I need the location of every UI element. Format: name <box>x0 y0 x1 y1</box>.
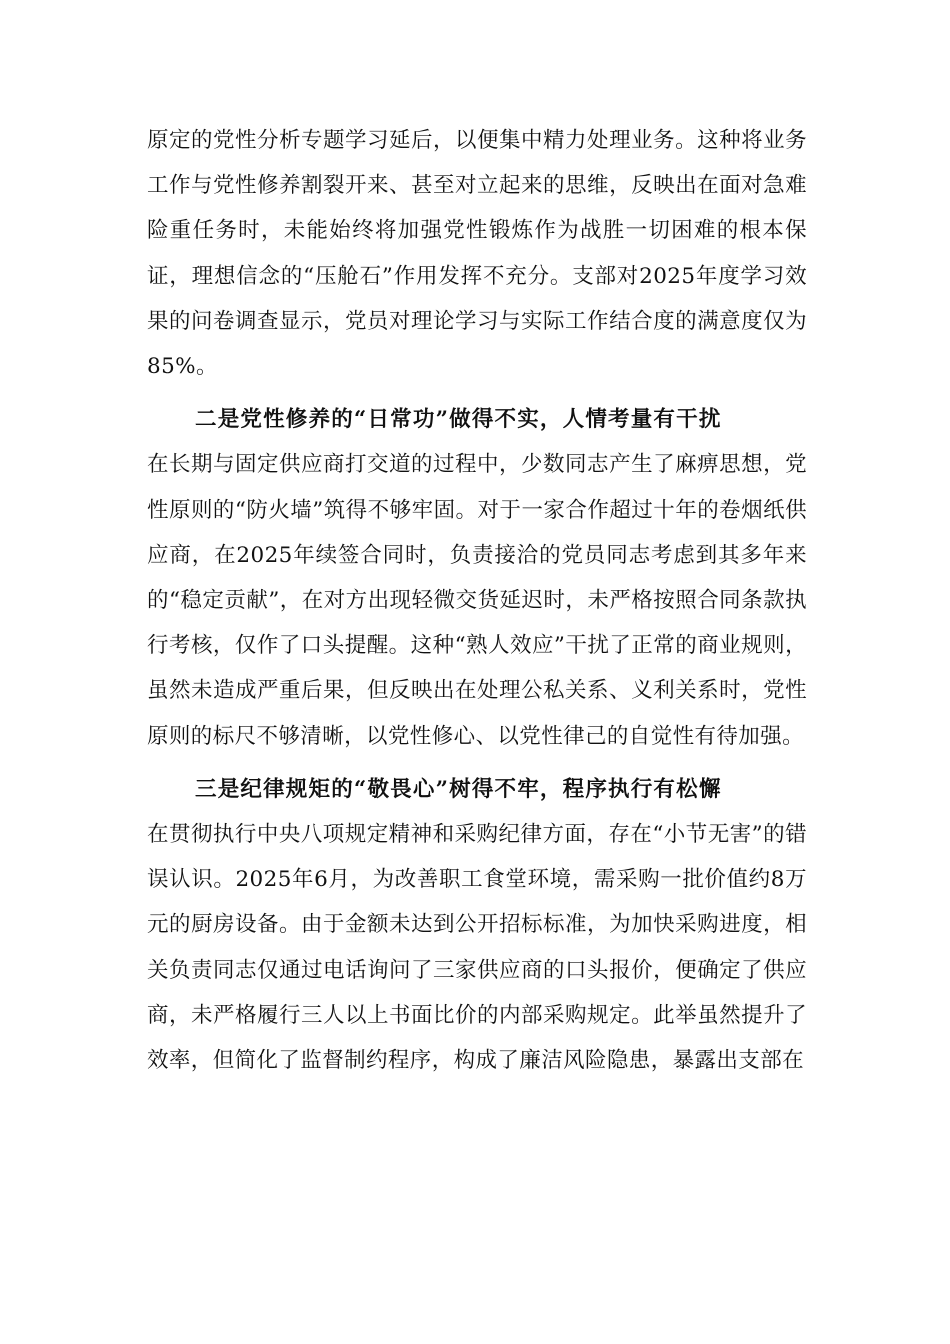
paragraph-1: 原定的党性分析专题学习延后，以便集中精力处理业务。这种将业务工作与党性修养割裂开来、甚至对立起来的思维，反映出在面对急难险重任务时，未能始终将加强党性锻炼作为战胜一切困难的根本保证，理想信念的“压舱石”作用发挥不充分。支部对2025年度学习效果的问卷调查显示，党员对理论学习与实际工作结合度的满意度仅为85%。 <box>147 128 807 380</box>
paragraph-spacer <box>147 759 807 767</box>
section-3-heading: 三是纪律规矩的“敬畏心”树得不牢，程序执行有松懈 <box>195 776 722 802</box>
section-2-heading: 二是党性修养的“日常功”做得不实，人情考量有干扰 <box>195 407 722 433</box>
section-2-body: 在长期与固定供应商打交道的过程中，少数同志产生了麻痹思想，党性原则的“防火墙”筑得不够牢固。对于一家合作超过十年的卷烟纸供应商，在2025年续签合同时，负责接洽的党员同志考虑到其多年来的“稳定贡献”，在对方出现轻微交货延迟时，未严格按照合同条款执行考核，仅作了口头提醒。这种“熟人效应”干扰了正常的商业规则，虽然未造成严重后果，但反映出在处理公私关系、义利关系时，党性原则的标尺不够清晰，以党性修心、以党性律己的自觉性有待加强。 <box>147 452 807 749</box>
section-3-body: 在贯彻执行中央八项规定精神和采购纪律方面，存在“小节无害”的错误认识。2025年6月，为改善职工食堂环境，需采购一批价值约8万元的厨房设备。由于金额未达到公开招标标准，为加快采购进度，相关负责同志仅通过电话询问了三家供应商的口头报价，便确定了供应商，未严格履行三人以上书面比价的内部采购规定。此举虽然提升了效率，但简化了监督制约程序，构成了廉洁风险隐患，暴露出支部在 <box>147 822 807 1074</box>
paragraph-spacer <box>147 389 807 397</box>
document-body <box>147 118 807 1083</box>
